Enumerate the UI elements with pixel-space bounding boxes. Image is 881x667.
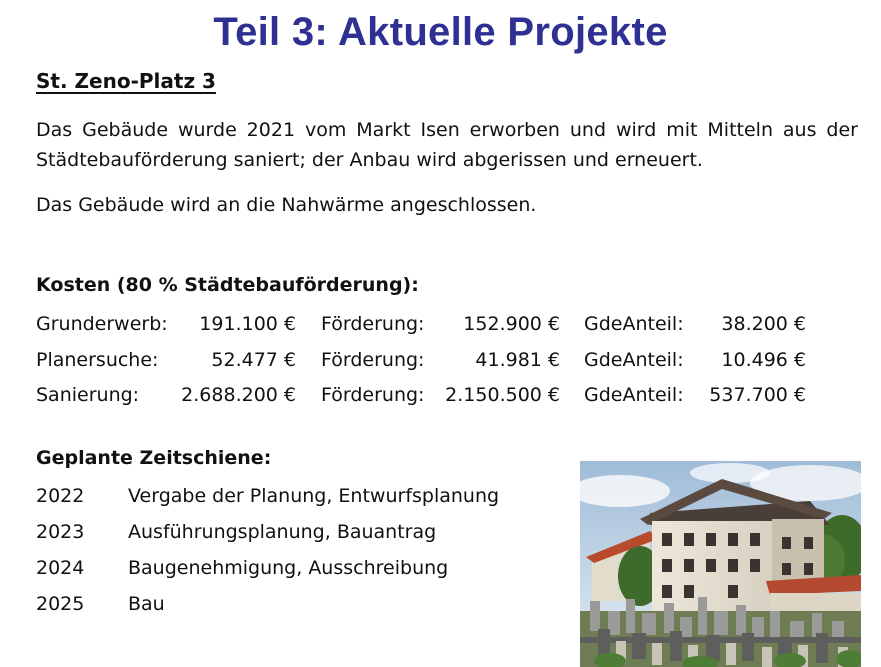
cost-label: Planersuche: <box>36 349 159 371</box>
timeline-text: Ausführungsplanung, Bauantrag <box>128 521 437 543</box>
timeline-text: Baugenehmigung, Ausschreibung <box>128 557 449 579</box>
cost-amount: 2.688.200 € <box>181 384 296 406</box>
share-label: GdeAnteil: <box>584 384 684 406</box>
costs-heading: Kosten (80 % Städtebauförderung): <box>36 274 419 296</box>
timeline-text: Vergabe der Planung, Entwurfsplanung <box>128 485 500 507</box>
funding-amount: 152.900 € <box>463 313 560 335</box>
share-amount: 537.700 € <box>709 384 806 406</box>
timeline-text: Bau <box>128 593 165 615</box>
funding-label: Förderung: <box>321 313 425 335</box>
timeline-year: 2023 <box>36 521 85 543</box>
cost-label: Grunderwerb: <box>36 313 168 335</box>
section-heading: St. Zeno-Platz 3 <box>36 69 216 93</box>
timeline-year: 2022 <box>36 485 85 507</box>
cost-amount: 191.100 € <box>199 313 296 335</box>
paragraph-heating: Das Gebäude wird an die Nahwärme angeschlossen. <box>36 194 537 216</box>
paragraph-acquisition: Das Gebäude wurde 2021 vom Markt Isen erworben und wird mit Mitteln aus der Städtebauförderung saniert; der Anbau wird abgerissen und erneuert. <box>36 119 858 171</box>
funding-amount: 2.150.500 € <box>445 384 560 406</box>
building-photo <box>580 461 861 667</box>
timeline-year: 2024 <box>36 557 85 579</box>
timeline-heading: Geplante Zeitschiene: <box>36 447 272 469</box>
funding-label: Förderung: <box>321 384 425 406</box>
timeline-year: 2025 <box>36 593 85 615</box>
funding-label: Förderung: <box>321 349 425 371</box>
cost-amount: 52.477 € <box>211 349 296 371</box>
share-amount: 38.200 € <box>721 313 806 335</box>
share-label: GdeAnteil: <box>584 349 684 371</box>
funding-amount: 41.981 € <box>475 349 560 371</box>
page-title: Teil 3: Aktuelle Projekte <box>213 10 668 54</box>
share-label: GdeAnteil: <box>584 313 684 335</box>
share-amount: 10.496 € <box>721 349 806 371</box>
cost-label: Sanierung: <box>36 384 140 406</box>
